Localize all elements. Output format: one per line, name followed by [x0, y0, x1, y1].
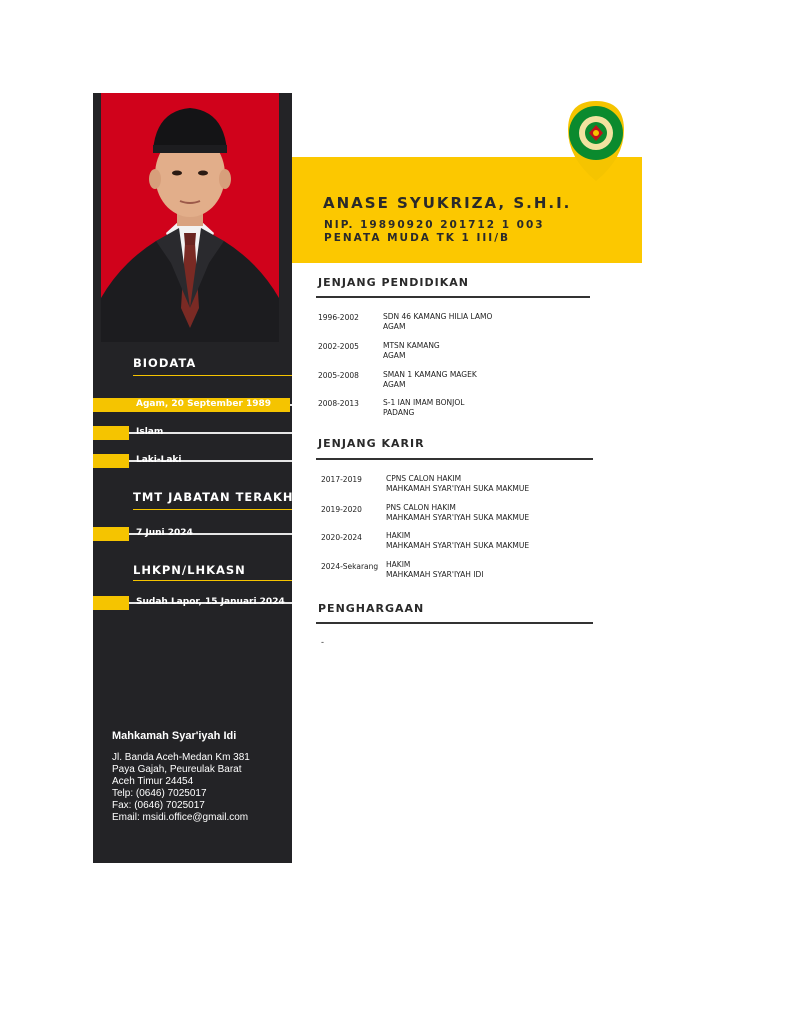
- awards-value: -: [321, 637, 324, 647]
- career-position: HAKIM MAHKAMAH SYAR'IYAH IDI: [386, 560, 484, 579]
- gender-bar: [93, 454, 129, 468]
- lhkpn-bar: [93, 596, 129, 610]
- awards-heading: PENGHARGAAN: [318, 602, 425, 615]
- education-school: SMAN 1 KAMANG MAGEK AGAM: [383, 370, 477, 389]
- tmt-bar: [93, 527, 129, 541]
- religion-value: Islam: [136, 427, 164, 437]
- tmt-divider: [133, 509, 292, 510]
- gender-value: Laki-Laki: [136, 455, 182, 465]
- career-year: 2017-2019: [321, 475, 362, 484]
- education-year: 2005-2008: [318, 371, 359, 380]
- biodata-divider: [133, 375, 292, 376]
- education-school: SDN 46 KAMANG HILIA LAMO AGAM: [383, 312, 493, 331]
- education-school: S-1 IAN IMAM BONJOL PADANG: [383, 398, 465, 417]
- court-logo-icon: [566, 100, 626, 182]
- lhkpn-heading: LHKPN/LHKASN: [133, 563, 246, 577]
- career-position: PNS CALON HAKIM MAHKAMAH SYAR'IYAH SUKA MAKMUE: [386, 503, 530, 522]
- lhkpn-value: Sudah Lapor, 15 Januari 2024: [136, 597, 285, 607]
- career-divider: [316, 458, 593, 460]
- footer-address-1: Jl. Banda Aceh-Medan Km 381: [112, 752, 250, 763]
- education-divider: [316, 296, 590, 298]
- footer-email: Email: msidi.office@gmail.com: [112, 812, 249, 823]
- education-heading: JENJANG PENDIDIKAN: [318, 276, 469, 289]
- education-year: 2008-2013: [318, 399, 359, 408]
- footer-phone: Telp: (0646) 7025017: [112, 788, 207, 799]
- footer-address-3: Aceh Timur 24454: [112, 776, 194, 787]
- career-year: 2019-2020: [321, 505, 362, 514]
- religion-bar: [93, 426, 129, 440]
- career-position: HAKIM MAHKAMAH SYAR'IYAH SUKA MAKMUE: [386, 531, 530, 550]
- tmt-value: 7 Juni 2024: [136, 528, 193, 538]
- education-school: MTSN KAMANG AGAM: [383, 341, 440, 360]
- education-year: 2002-2005: [318, 342, 359, 351]
- career-year: 2024-Sekarang: [321, 562, 379, 571]
- awards-divider: [316, 622, 593, 624]
- footer-fax: Fax: (0646) 7025017: [112, 800, 205, 811]
- biodata-heading: BIODATA: [133, 356, 197, 370]
- footer-address-2: Paya Gajah, Peureulak Barat: [112, 764, 242, 775]
- birth-value: Agam, 20 September 1989: [136, 399, 272, 409]
- profile-name: ANASE SYUKRIZA, S.H.I.: [323, 194, 572, 212]
- profile-rank: PENATA MUDA TK 1 III/B: [324, 232, 511, 244]
- education-year: 1996-2002: [318, 313, 359, 322]
- career-year: 2020-2024: [321, 533, 362, 542]
- profile-photo: [101, 93, 279, 342]
- career-heading: JENJANG KARIR: [318, 437, 425, 450]
- profile-nip: NIP. 19890920 201712 1 003: [324, 219, 545, 231]
- tmt-heading: TMT JABATAN TERAKHIR: [133, 490, 309, 504]
- career-position: CPNS CALON HAKIM MAHKAMAH SYAR'IYAH SUKA MAKMUE: [386, 474, 530, 493]
- footer-title: Mahkamah Syar'iyah Idi: [112, 730, 237, 742]
- lhkpn-divider: [133, 580, 292, 581]
